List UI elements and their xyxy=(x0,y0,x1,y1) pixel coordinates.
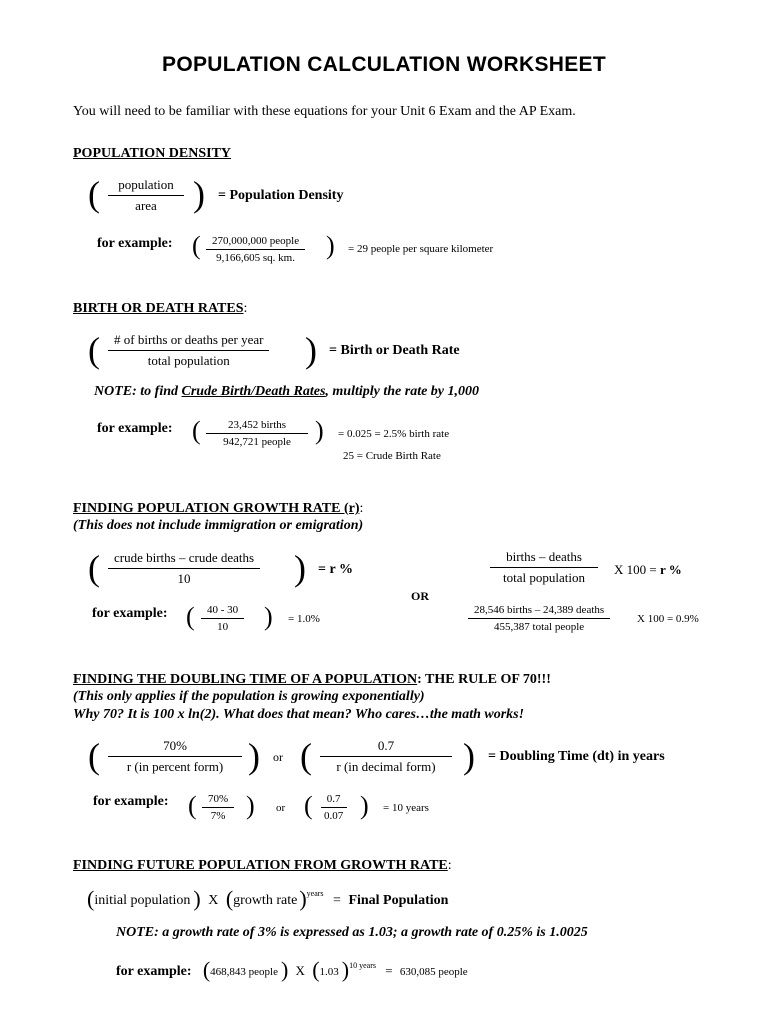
right-paren: ) xyxy=(193,174,205,214)
fraction-denominator: total population xyxy=(147,353,230,368)
right-paren: ) xyxy=(341,957,350,982)
example-growth-rate: 1.03 xyxy=(319,966,339,978)
birth-death-example-result: = 0.025 = 2.5% birth rate xyxy=(338,428,450,440)
left-paren: ( xyxy=(88,736,100,776)
right-paren: ) xyxy=(360,791,369,820)
right-paren: ) xyxy=(264,602,273,631)
or-label: or xyxy=(276,802,286,814)
equals-sign: = xyxy=(333,893,341,908)
right-paren: ) xyxy=(193,886,201,911)
section-heading-birth-death: BIRTH OR DEATH RATES: xyxy=(73,301,248,316)
example-label: for example: xyxy=(116,964,192,979)
birth-death-note: NOTE: to find Crude Birth/Death Rates, multiply the rate by 1,000 xyxy=(94,384,480,399)
section-heading-doubling-time: FINDING THE DOUBLING TIME OF A POPULATION: THE RULE OF 70!!! xyxy=(73,672,551,687)
doubling-example-result: = 10 years xyxy=(383,802,429,814)
final-population-label: Final Population xyxy=(348,893,449,908)
fraction-numerator: # of births or deaths per year xyxy=(108,332,269,351)
future-population-formula xyxy=(87,886,448,912)
right-paren: ) xyxy=(463,736,475,776)
fraction-denominator: 9,166,605 sq. km. xyxy=(216,252,295,264)
growth-rate-subtitle: (This does not include immigration or emigration) xyxy=(73,518,364,533)
doubling-subtitle: (This only applies if the population is growing exponentially) xyxy=(73,689,425,704)
doubling-explanation: Why 70? It is 100 x ln(2). What does that mean? Who cares…the math works! xyxy=(73,707,525,722)
fraction-denominator: 942,721 people xyxy=(223,436,291,448)
right-paren: ) xyxy=(299,886,307,911)
right-paren: ) xyxy=(280,957,289,982)
birth-death-fraction xyxy=(108,332,269,369)
multiply-sign: X xyxy=(208,893,219,908)
growth-rate-alt-example-result: X 100 = 0.9% xyxy=(637,613,699,625)
left-paren: ( xyxy=(87,886,95,911)
example-final-population: 630,085 people xyxy=(399,966,468,978)
doubling-time-result: = Doubling Time (dt) in years xyxy=(488,749,665,764)
birth-death-result: = Birth or Death Rate xyxy=(329,343,460,358)
fraction-numerator: 270,000,000 people xyxy=(206,235,305,250)
density-example-result: = 29 people per square kilometer xyxy=(348,243,494,255)
fraction-denominator: 455,387 total people xyxy=(494,621,585,633)
section-heading-future-population: FINDING FUTURE POPULATION FROM GROWTH RATE: xyxy=(73,858,452,873)
birth-death-example-fraction xyxy=(206,419,308,448)
section-heading-growth-rate: FINDING POPULATION GROWTH RATE (r): xyxy=(73,501,364,516)
growth-rate-example-fraction xyxy=(201,604,244,633)
fraction-denominator: 7% xyxy=(210,810,226,822)
right-paren: ) xyxy=(248,736,260,776)
multiply-sign: X xyxy=(295,963,305,978)
right-paren: ) xyxy=(294,548,306,588)
left-paren: ( xyxy=(88,174,100,214)
growth-rate-fraction xyxy=(108,550,260,587)
fraction-numerator: 0.7 xyxy=(321,793,347,808)
right-paren: ) xyxy=(326,231,335,260)
doubling-example-percent-fraction xyxy=(202,793,234,822)
fraction-denominator: 0.07 xyxy=(324,810,344,822)
years-exponent: years xyxy=(306,889,324,899)
growth-rate-result: = r % xyxy=(318,562,353,577)
future-population-note: NOTE: a growth rate of 3% is expressed as 1.03; a growth rate of 0.25% is 1.0025 xyxy=(116,925,588,940)
right-paren: ) xyxy=(305,330,317,370)
crude-birth-rate-result: 25 = Crude Birth Rate xyxy=(343,450,441,462)
growth-rate-example-result: = 1.0% xyxy=(288,613,320,625)
example-initial-population: 468,843 people xyxy=(210,966,278,978)
fraction-denominator: area xyxy=(135,198,157,213)
growth-rate-term: growth rate xyxy=(233,893,298,908)
right-paren: ) xyxy=(246,791,255,820)
density-fraction xyxy=(108,177,184,214)
fraction-denominator: r (in decimal form) xyxy=(336,759,436,774)
example-label: for example: xyxy=(92,606,168,621)
left-paren: ( xyxy=(225,886,234,911)
example-years-exponent: 10 years xyxy=(349,960,376,970)
left-paren: ( xyxy=(88,548,100,588)
growth-rate-alt-result: X 100 = r % xyxy=(614,562,682,577)
right-paren: ) xyxy=(315,416,324,445)
fraction-numerator: 70% xyxy=(202,793,234,808)
fraction-denominator: 10 xyxy=(177,571,191,586)
left-paren: ( xyxy=(300,736,312,776)
density-example-fraction xyxy=(206,235,305,264)
left-paren: ( xyxy=(192,231,201,260)
doubling-decimal-fraction xyxy=(320,738,452,775)
left-paren: ( xyxy=(192,416,201,445)
section-heading-density: POPULATION DENSITY xyxy=(73,146,232,161)
fraction-numerator: 28,546 births – 24,389 deaths xyxy=(468,604,610,619)
left-paren: ( xyxy=(88,330,100,370)
or-label: OR xyxy=(411,589,429,603)
equals-sign: = xyxy=(385,963,393,978)
fraction-numerator: population xyxy=(108,177,184,196)
or-label: or xyxy=(273,750,283,764)
growth-rate-alt-fraction xyxy=(490,549,598,586)
left-paren: ( xyxy=(186,602,195,631)
doubling-percent-fraction xyxy=(108,738,242,775)
example-label: for example: xyxy=(97,236,173,251)
left-paren: ( xyxy=(188,791,197,820)
future-population-example xyxy=(116,957,468,983)
doubling-example-decimal-fraction xyxy=(318,793,349,822)
fraction-numerator: 23,452 births xyxy=(206,419,308,434)
example-label: for example: xyxy=(93,794,169,809)
intro-text: You will need to be familiar with these equations for your Unit 6 Exam and the AP Exam. xyxy=(73,104,576,119)
growth-rate-alt-example-fraction xyxy=(468,604,610,633)
fraction-numerator: 40 - 30 xyxy=(201,604,244,619)
initial-population-term: initial population xyxy=(94,893,191,908)
fraction-numerator: 0.7 xyxy=(320,738,452,757)
fraction-numerator: births – deaths xyxy=(490,549,598,568)
page-title: POPULATION CALCULATION WORKSHEET xyxy=(162,53,606,76)
left-paren: ( xyxy=(304,791,313,820)
left-paren: ( xyxy=(312,957,320,982)
fraction-denominator: total population xyxy=(503,570,585,585)
fraction-numerator: 70% xyxy=(108,738,242,757)
density-result: = Population Density xyxy=(218,188,344,203)
fraction-denominator: 10 xyxy=(217,621,229,633)
left-paren: ( xyxy=(202,957,211,982)
example-label: for example: xyxy=(97,421,173,436)
fraction-denominator: r (in percent form) xyxy=(126,759,224,774)
fraction-numerator: crude births – crude deaths xyxy=(108,550,260,569)
